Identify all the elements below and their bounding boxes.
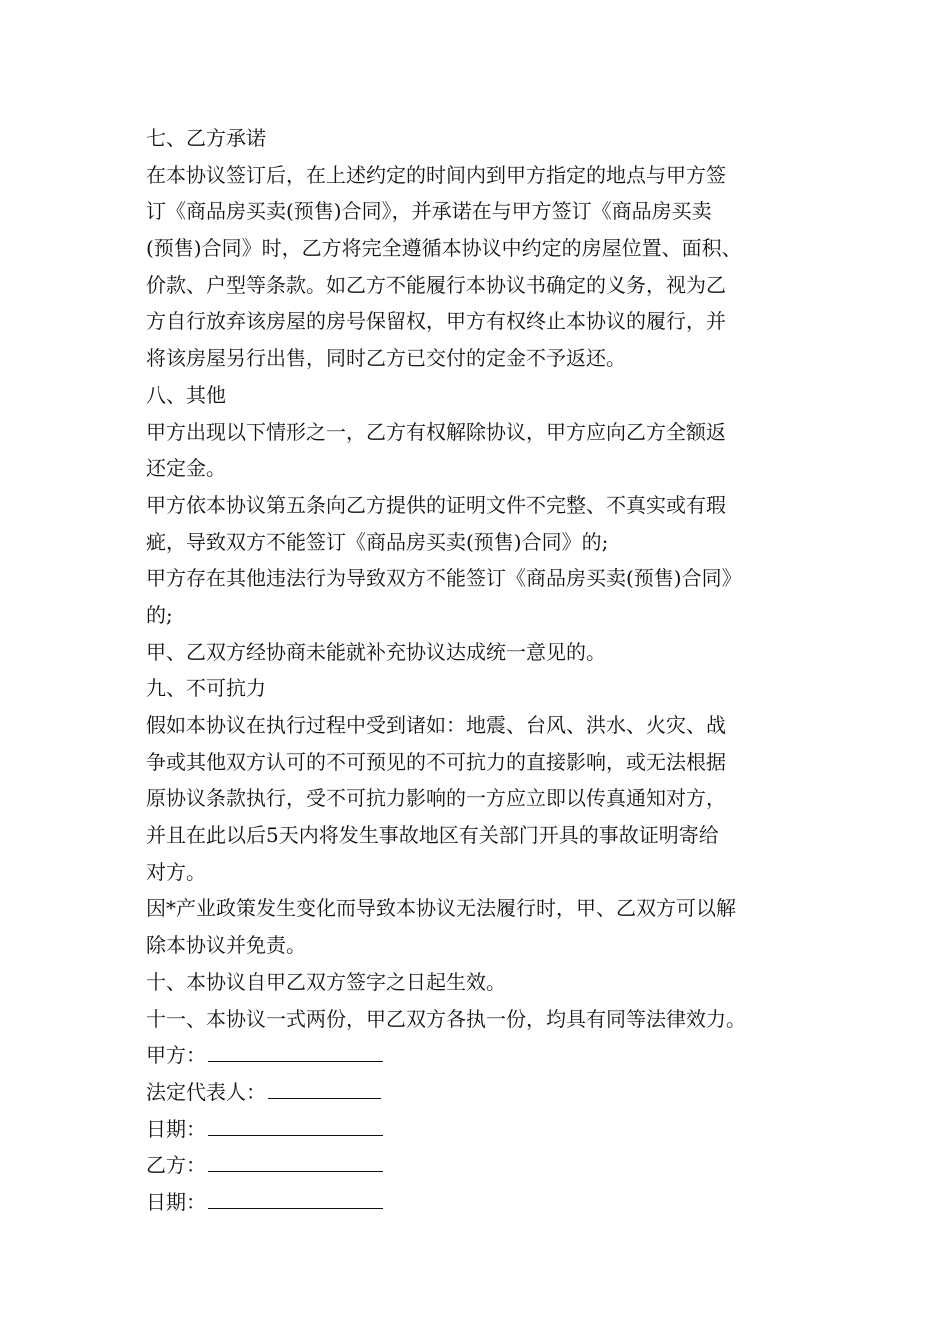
paragraph-line: 并且在此以后5天内将发生事故地区有关部门开具的事故证明寄给 [146,823,719,848]
signature-blank [208,1039,383,1062]
paragraph-line: 因*产业政策发生变化而导致本协议无法履行时，甲、乙双方可以解 [146,896,736,921]
paragraph-line: 甲方存在其他违法行为导致双方不能签订《商品房买卖(预售)合同》 [146,566,742,591]
signature-date-b [146,1184,806,1221]
paragraph-line: 甲方依本协议第五条向乙方提供的证明文件不完整、不真实或有瑕 [146,492,726,517]
signature-label: 乙方： [146,1153,206,1178]
paragraph-line: 甲、乙双方经协商未能就补充协议达成统一意见的。 [146,639,606,664]
paragraph-line: 在本协议签订后，在上述约定的时间内到甲方指定的地点与甲方签 [146,162,726,187]
section-heading-8: 八、其他 [146,382,226,407]
paragraph-line: 甲方出现以下情形之一，乙方有权解除协议，甲方应向乙方全额返 [146,419,726,444]
paragraph-line: 疵，导致双方不能签订《商品房买卖(预售)合同》的; [146,529,609,554]
signature-legal-representative [146,1074,806,1111]
section-heading-7: 七、乙方承诺 [146,126,266,150]
section-heading-11: 十一、本协议一式两份，甲乙双方各执一份，均具有同等法律效力。 [146,1006,746,1031]
document-page [146,120,806,1221]
signature-party-b [146,1147,806,1184]
signature-label: 日期： [146,1189,206,1214]
signature-label: 日期： [146,1116,206,1141]
signature-date-a [146,1111,806,1148]
signature-party-a [146,1037,806,1074]
signature-label: 甲方： [146,1043,206,1068]
paragraph-line: 方自行放弃该房屋的房号保留权，甲方有权终止本协议的履行，并 [146,309,726,334]
section-heading-10: 十、本协议自甲乙双方签字之日起生效。 [146,969,506,994]
paragraph-line: 假如本协议在执行过程中受到诸如：地震、台风、洪水、火灾、战 [146,713,726,737]
signature-blank [208,1186,383,1209]
paragraph-line: 争或其他双方认可的不可预见的不可抗力的直接影响，或无法根据 [146,749,726,774]
paragraph-line: 将该房屋另行出售，同时乙方已交付的定金不予返还。 [146,346,626,371]
signature-blank [208,1149,383,1172]
paragraph-line: 价款、户型等条款。如乙方不能履行本协议书确定的义务，视为乙 [146,272,726,297]
paragraph-line: (预售)合同》时，乙方将完全遵循本协议中约定的房屋位置、面积、 [146,236,742,261]
paragraph-line: 原协议条款执行，受不可抗力影响的一方应立即以传真通知对方， [146,786,726,811]
signature-blank [208,1113,383,1136]
paragraph-line: 订《商品房买卖(预售)合同》，并承诺在与甲方签订《商品房买卖 [146,199,712,224]
paragraph-line: 还定金。 [146,456,226,481]
paragraph-line: 的; [146,602,173,627]
section-heading-9: 九、不可抗力 [146,676,266,701]
signature-blank [268,1076,381,1099]
signature-label: 法定代表人： [146,1079,266,1104]
paragraph-line: 对方。 [146,859,206,884]
paragraph-line: 除本协议并免责。 [146,933,306,958]
